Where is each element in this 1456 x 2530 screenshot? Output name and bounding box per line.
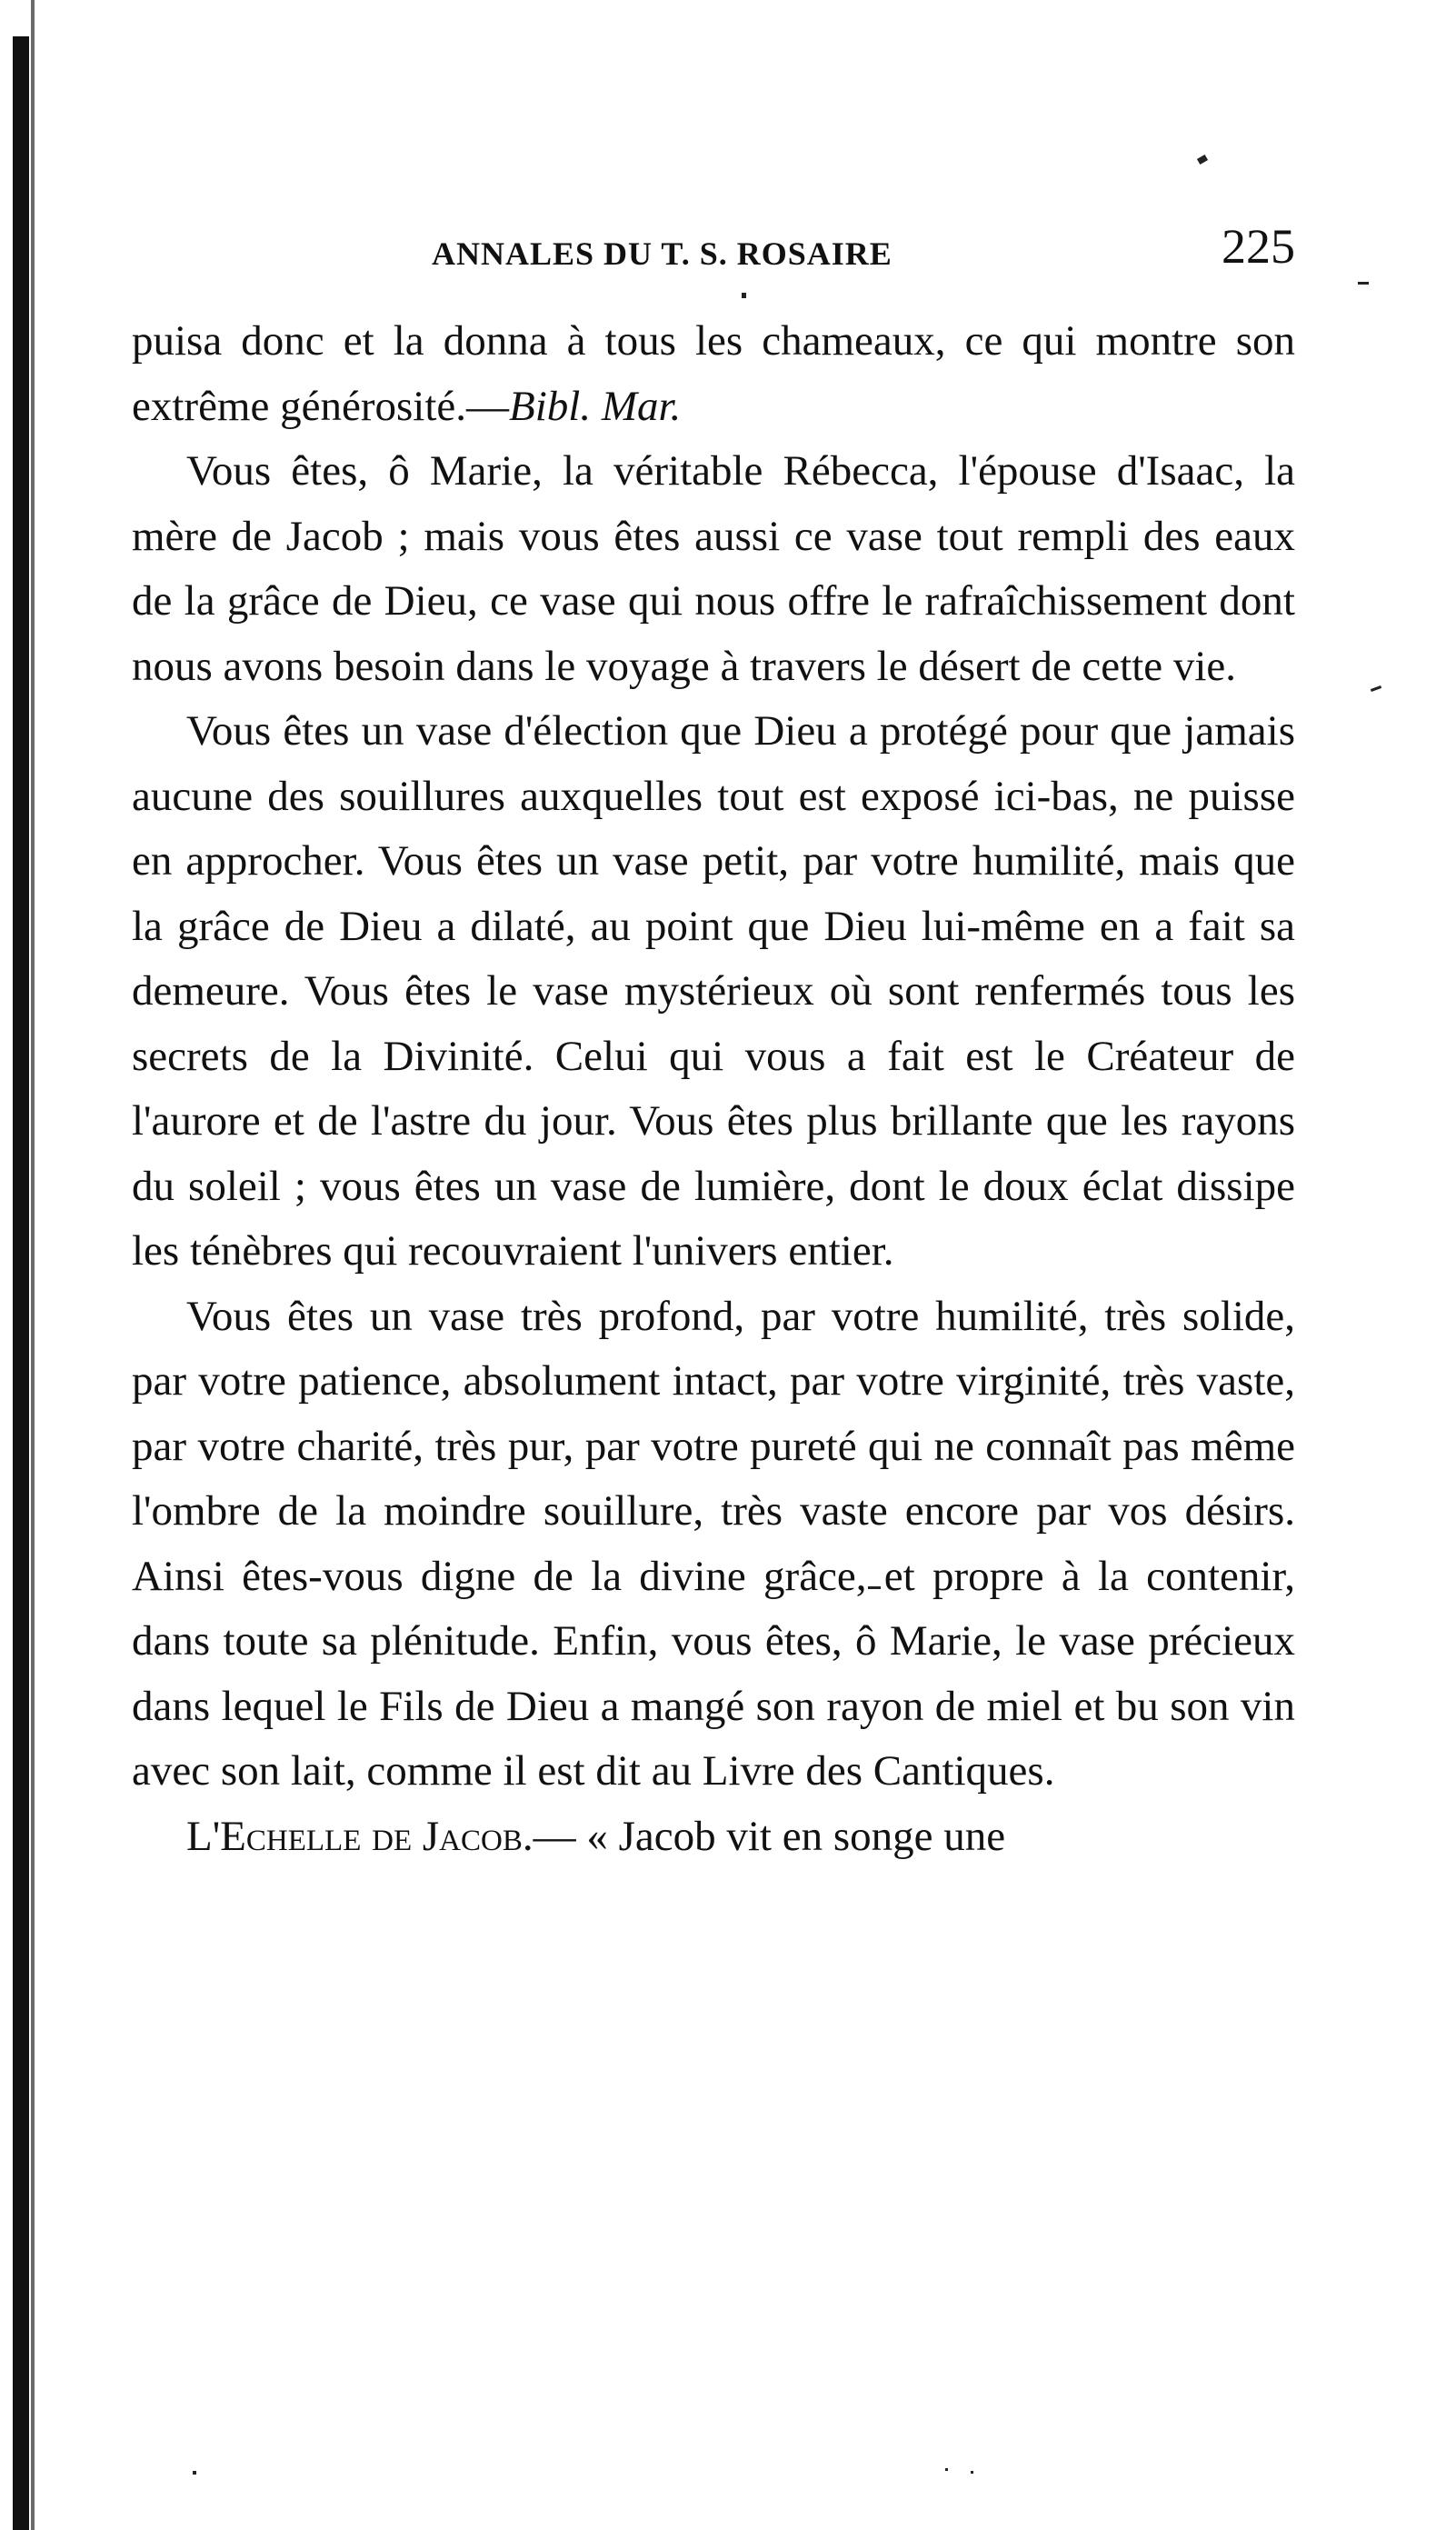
paragraph-2: Vous êtes, ô Marie, la véritable Rébecca, l'épouse d'Isaac, la mère de Jacob ; mais vous êtes aussi ce vase tout rempli des eaux de la grâce de Dieu, ce vase qui nous offre le rafraîchissement dont nous avons besoin dans le voyage à travers le désert de cette vie. [132,447,1295,690]
book-spine-edge [31,0,35,2530]
ink-speck [1371,685,1381,692]
paragraph-1-text: puisa donc et la donna à tous les chameaux, ce qui montre son extrême générosité.— [132,317,1295,430]
ink-speck [971,2471,973,2474]
source-citation: Bibl. Mar. [509,382,682,430]
book-spine-shadow [13,36,29,2530]
page-number: 225 [1222,219,1295,274]
running-head: ANNALES DU T. S. ROSAIRE [432,235,893,272]
paragraph-4: Vous êtes un vase très profond, par votre humilité, très solide, par votre patience, absolument intact, par votre virginité, très vaste, par votre charité, très pur, par votre pureté qui ne connaît pas même l'ombre de la moindre souillure, très vaste encore par vos désirs. Ainsi êtes-vous digne de la divine grâce, et propre à la contenir, dans toute sa plénitude. Enfin, vous êtes, ô Marie, le vase précieux dans lequel le Fils de Dieu a mangé son rayon de miel et bu son vin avec son lait, comme il est dit au Livre des Cantiques. [132,1292,1295,1795]
body-text [132,309,1295,1869]
paragraph-3: Vous êtes un vase d'élection que Dieu a protégé pour que jamais aucune des souillures auxquelles tout est exposé ici-bas, ne puisse en approcher. Vous êtes un vase petit, par votre humilité, mais que la grâce de Dieu a dilaté, au point que Dieu lui-même en a fait sa demeure. Vous êtes le vase mystérieux où sont renfermés tous les secrets de la Divinité. Celui qui vous a fait est le Créateur de l'aurore et de l'astre du jour. Vous êtes plus brillante que les rayons du soleil ; vous êtes un vase de lumière, dont le doux éclat dissipe les ténèbres qui recouvraient l'univers entier. [132,707,1295,1275]
ink-speck [193,2471,196,2475]
paragraph-5-text: « Jacob vit en songe une [575,1812,1006,1860]
section-heading: L'Echelle de Jacob. [186,1812,534,1860]
book-page [132,218,1295,1869]
ink-speck [1197,155,1208,165]
heading-dash: — [533,1812,576,1860]
page-header [132,218,1295,291]
paragraph-1 [132,309,1295,439]
paragraph-5 [132,1805,1295,1870]
ink-speck [1358,282,1369,285]
ink-speck [945,2468,948,2471]
